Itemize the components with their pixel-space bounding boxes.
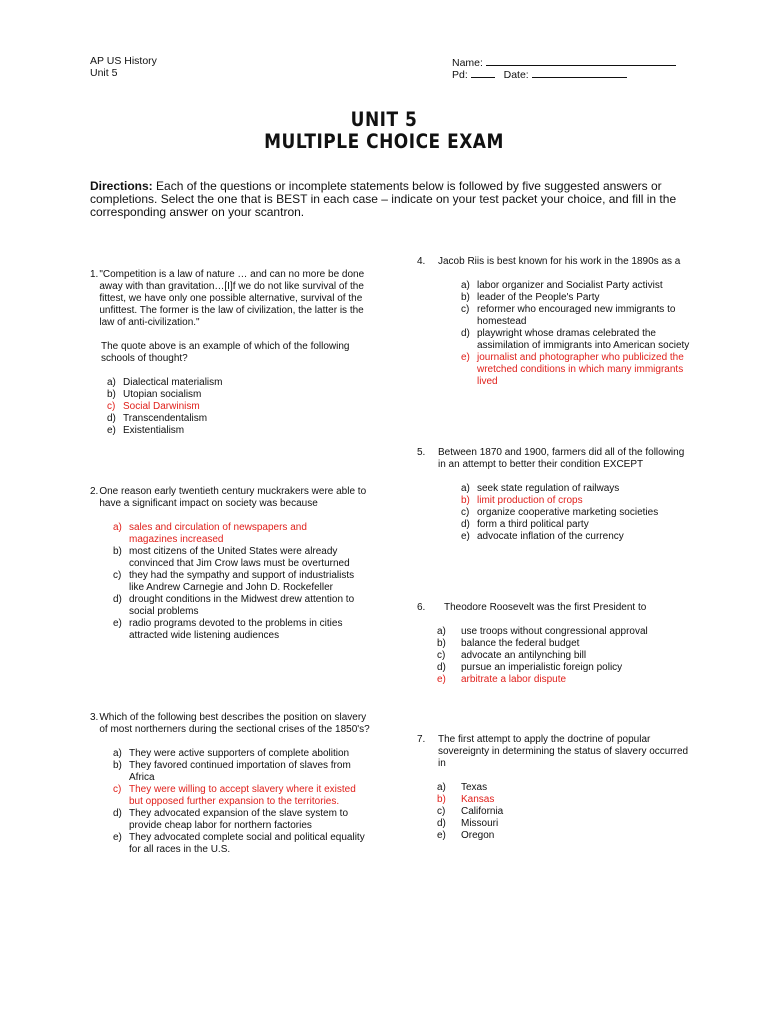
option-letter: e): [461, 352, 470, 363]
option-b[interactable]: [461, 292, 701, 304]
option-text: drought conditions in the Midwest drew attention to social problems: [129, 594, 355, 617]
option-c[interactable]: [437, 806, 637, 818]
option-text: They favored continued importation of slaves from Africa: [129, 760, 351, 783]
question-stem: Which of the following best describes the position on slavery of most northerners during the sectional crises of the 1850's?: [99, 712, 370, 735]
question-7: [417, 734, 707, 842]
directions-text: Each of the questions or incomplete statements below is followed by five suggested answers or completions. Select the one that is BEST in each case – indicate on your test packet your choice, and fill in the corresponding answer on your scantron.: [90, 179, 677, 219]
option-a[interactable]: [437, 782, 637, 794]
option-e-correct[interactable]: [461, 352, 701, 388]
option-b[interactable]: [107, 389, 370, 401]
option-text: pursue an imperialistic foreign policy: [461, 662, 623, 673]
option-d[interactable]: [113, 594, 358, 618]
date-label: Date:: [503, 69, 529, 81]
option-text: arbitrate a labor dispute: [461, 674, 567, 685]
option-text: limit production of crops: [477, 495, 583, 506]
option-letter: a): [113, 522, 122, 533]
option-letter: b): [437, 794, 446, 805]
option-letter: b): [113, 760, 122, 771]
question-5: [417, 447, 699, 543]
option-c-correct[interactable]: [107, 401, 370, 413]
directions-label: Directions:: [90, 179, 153, 193]
exam-title-line2: MULTIPLE CHOICE EXAM: [264, 130, 504, 154]
option-text: they had the sympathy and support of industrialists like Andrew Carnegie and John D. Rockefeller: [129, 570, 355, 593]
option-e[interactable]: [113, 618, 358, 642]
option-e[interactable]: [113, 832, 368, 856]
option-b[interactable]: [437, 638, 697, 650]
option-letter: b): [107, 389, 116, 400]
unit-label: Unit 5: [90, 67, 118, 79]
question-2: [90, 486, 370, 642]
option-letter: a): [107, 377, 116, 388]
option-text: most citizens of the United States were already convinced that Jim Crow laws must be overturned: [129, 546, 350, 569]
option-letter: e): [113, 832, 122, 843]
option-a[interactable]: [437, 626, 697, 638]
option-b-correct[interactable]: [461, 495, 701, 507]
option-c[interactable]: [461, 304, 701, 328]
option-e[interactable]: [437, 830, 637, 842]
option-letter: e): [107, 425, 116, 436]
question-number: 5.: [417, 447, 426, 458]
option-d[interactable]: [113, 808, 368, 832]
option-e-correct[interactable]: [437, 674, 697, 686]
option-text: Transcendentalism: [123, 413, 208, 424]
option-letter: d): [107, 413, 116, 424]
options-list: [437, 782, 637, 842]
date-line: [532, 67, 627, 78]
option-text: reformer who encouraged new immigrants to homestead: [477, 304, 676, 327]
pd-label: Pd:: [452, 69, 468, 81]
option-letter: c): [113, 570, 122, 581]
option-letter: c): [113, 784, 122, 795]
question-number: 1.: [90, 269, 99, 280]
options-list: [437, 626, 697, 686]
name-label: Name:: [452, 57, 483, 69]
option-letter: c): [461, 304, 470, 315]
option-b-correct[interactable]: [437, 794, 637, 806]
question-6: [417, 602, 707, 686]
option-letter: c): [107, 401, 116, 412]
option-letter: d): [461, 519, 470, 530]
option-letter: e): [113, 618, 122, 629]
option-letter: a): [437, 626, 446, 637]
name-line: [486, 55, 676, 66]
option-text: organize cooperative marketing societies: [477, 507, 659, 518]
option-letter: d): [113, 594, 122, 605]
question-number: 2.: [90, 486, 99, 497]
exam-title-line1: UNIT 5: [350, 108, 418, 132]
question-number: 7.: [417, 734, 426, 745]
option-letter: b): [437, 638, 446, 649]
option-letter: d): [461, 328, 470, 339]
option-c-correct[interactable]: [113, 784, 368, 808]
option-letter: e): [461, 531, 470, 542]
option-text: balance the federal budget: [461, 638, 580, 649]
option-b[interactable]: [113, 546, 358, 570]
option-text: Kansas: [461, 794, 495, 805]
option-a[interactable]: [461, 483, 701, 495]
option-letter: c): [437, 806, 446, 817]
option-text: Utopian socialism: [123, 389, 202, 400]
options-list: [461, 280, 701, 388]
option-c[interactable]: [437, 650, 697, 662]
option-e[interactable]: [107, 425, 370, 437]
option-text: California: [461, 806, 504, 817]
option-letter: e): [437, 674, 446, 685]
options-list: [113, 522, 358, 642]
option-d[interactable]: [437, 662, 697, 674]
option-text: radio programs devoted to the problems in cities attracted wide listening audiences: [129, 618, 343, 641]
option-letter: c): [461, 507, 470, 518]
option-text: Texas: [461, 782, 488, 793]
option-letter: d): [437, 818, 446, 829]
option-text: advocate inflation of the currency: [477, 531, 624, 542]
option-text: leader of the People's Party: [477, 292, 600, 303]
option-text: journalist and photographer who publicized the wretched conditions in which many immigrants lived: [477, 352, 684, 387]
question-stem-2: The quote above is an example of which of the following schools of thought?: [101, 341, 350, 364]
option-d[interactable]: [461, 519, 701, 531]
option-text: form a third political party: [477, 519, 589, 530]
question-stem: Theodore Roosevelt was the first President to: [444, 602, 647, 613]
option-text: playwright whose dramas celebrated the assimilation of immigrants into American society: [477, 328, 690, 351]
option-d[interactable]: [437, 818, 637, 830]
options-list: [107, 377, 370, 437]
option-a[interactable]: [107, 377, 370, 389]
option-c[interactable]: [461, 507, 701, 519]
question-stem: Between 1870 and 1900, farmers did all of the following in an attempt to better their condition EXCEPT: [438, 447, 685, 470]
question-stem: One reason early twentieth century muckrakers were able to have a significant impact on society was because: [99, 486, 367, 509]
directions: [90, 180, 700, 219]
option-letter: a): [461, 483, 470, 494]
option-a[interactable]: [113, 748, 368, 760]
option-letter: b): [113, 546, 122, 557]
option-letter: d): [437, 662, 446, 673]
option-text: use troops without congressional approval: [461, 626, 648, 637]
option-e[interactable]: [461, 531, 701, 543]
question-stem: The first attempt to apply the doctrine of popular sovereignty in determining the status of slavery occurred in: [438, 734, 689, 769]
option-letter: e): [437, 830, 446, 841]
option-c[interactable]: [113, 570, 358, 594]
question-number: 4.: [417, 256, 426, 267]
options-list: [113, 748, 368, 856]
option-text: Oregon: [461, 830, 495, 841]
question-4: [417, 256, 699, 388]
option-a[interactable]: [461, 280, 701, 292]
option-text: advocate an antilynching bill: [461, 650, 587, 661]
option-letter: b): [461, 292, 470, 303]
option-text: Social Darwinism: [123, 401, 200, 412]
course-label: AP US History: [90, 55, 157, 67]
period-date-field: [452, 67, 627, 81]
option-b[interactable]: [113, 760, 368, 784]
option-text: Existentialism: [123, 425, 185, 436]
option-letter: a): [437, 782, 446, 793]
option-text: They were active supporters of complete abolition: [129, 748, 350, 759]
option-letter: a): [461, 280, 470, 291]
option-letter: d): [113, 808, 122, 819]
option-letter: b): [461, 495, 470, 506]
option-text: They were willing to accept slavery where it existed but opposed further expansion to the territories.: [129, 784, 356, 807]
question-3: [90, 712, 370, 856]
question-stem: "Competition is a law of nature … and can no more be done away with than gravitation…[I]f we do not like survival of the fittest, we have only one possible alternative, survival of the unfittest. The former is the law of civilization, the latter is the law of anti-civilization.": [99, 269, 365, 328]
option-text: labor organizer and Socialist Party activist: [477, 280, 663, 291]
option-text: Missouri: [461, 818, 499, 829]
pd-line: [471, 67, 495, 78]
option-letter: c): [437, 650, 446, 661]
option-text: seek state regulation of railways: [477, 483, 620, 494]
option-letter: a): [113, 748, 122, 759]
question-stem: Jacob Riis is best known for his work in the 1890s as a: [438, 256, 681, 267]
question-number: 3.: [90, 712, 99, 723]
question-number: 6.: [417, 602, 426, 613]
option-d[interactable]: [461, 328, 701, 352]
option-text: They advocated complete social and political equality for all races in the U.S.: [129, 832, 365, 855]
question-1: [90, 269, 370, 437]
option-text: sales and circulation of newspapers and magazines increased: [129, 522, 307, 545]
option-d[interactable]: [107, 413, 370, 425]
option-text: They advocated expansion of the slave system to provide cheap labor for northern factories: [129, 808, 349, 831]
option-text: Dialectical materialism: [123, 377, 223, 388]
option-a-correct[interactable]: [113, 522, 358, 546]
options-list: [461, 483, 701, 543]
